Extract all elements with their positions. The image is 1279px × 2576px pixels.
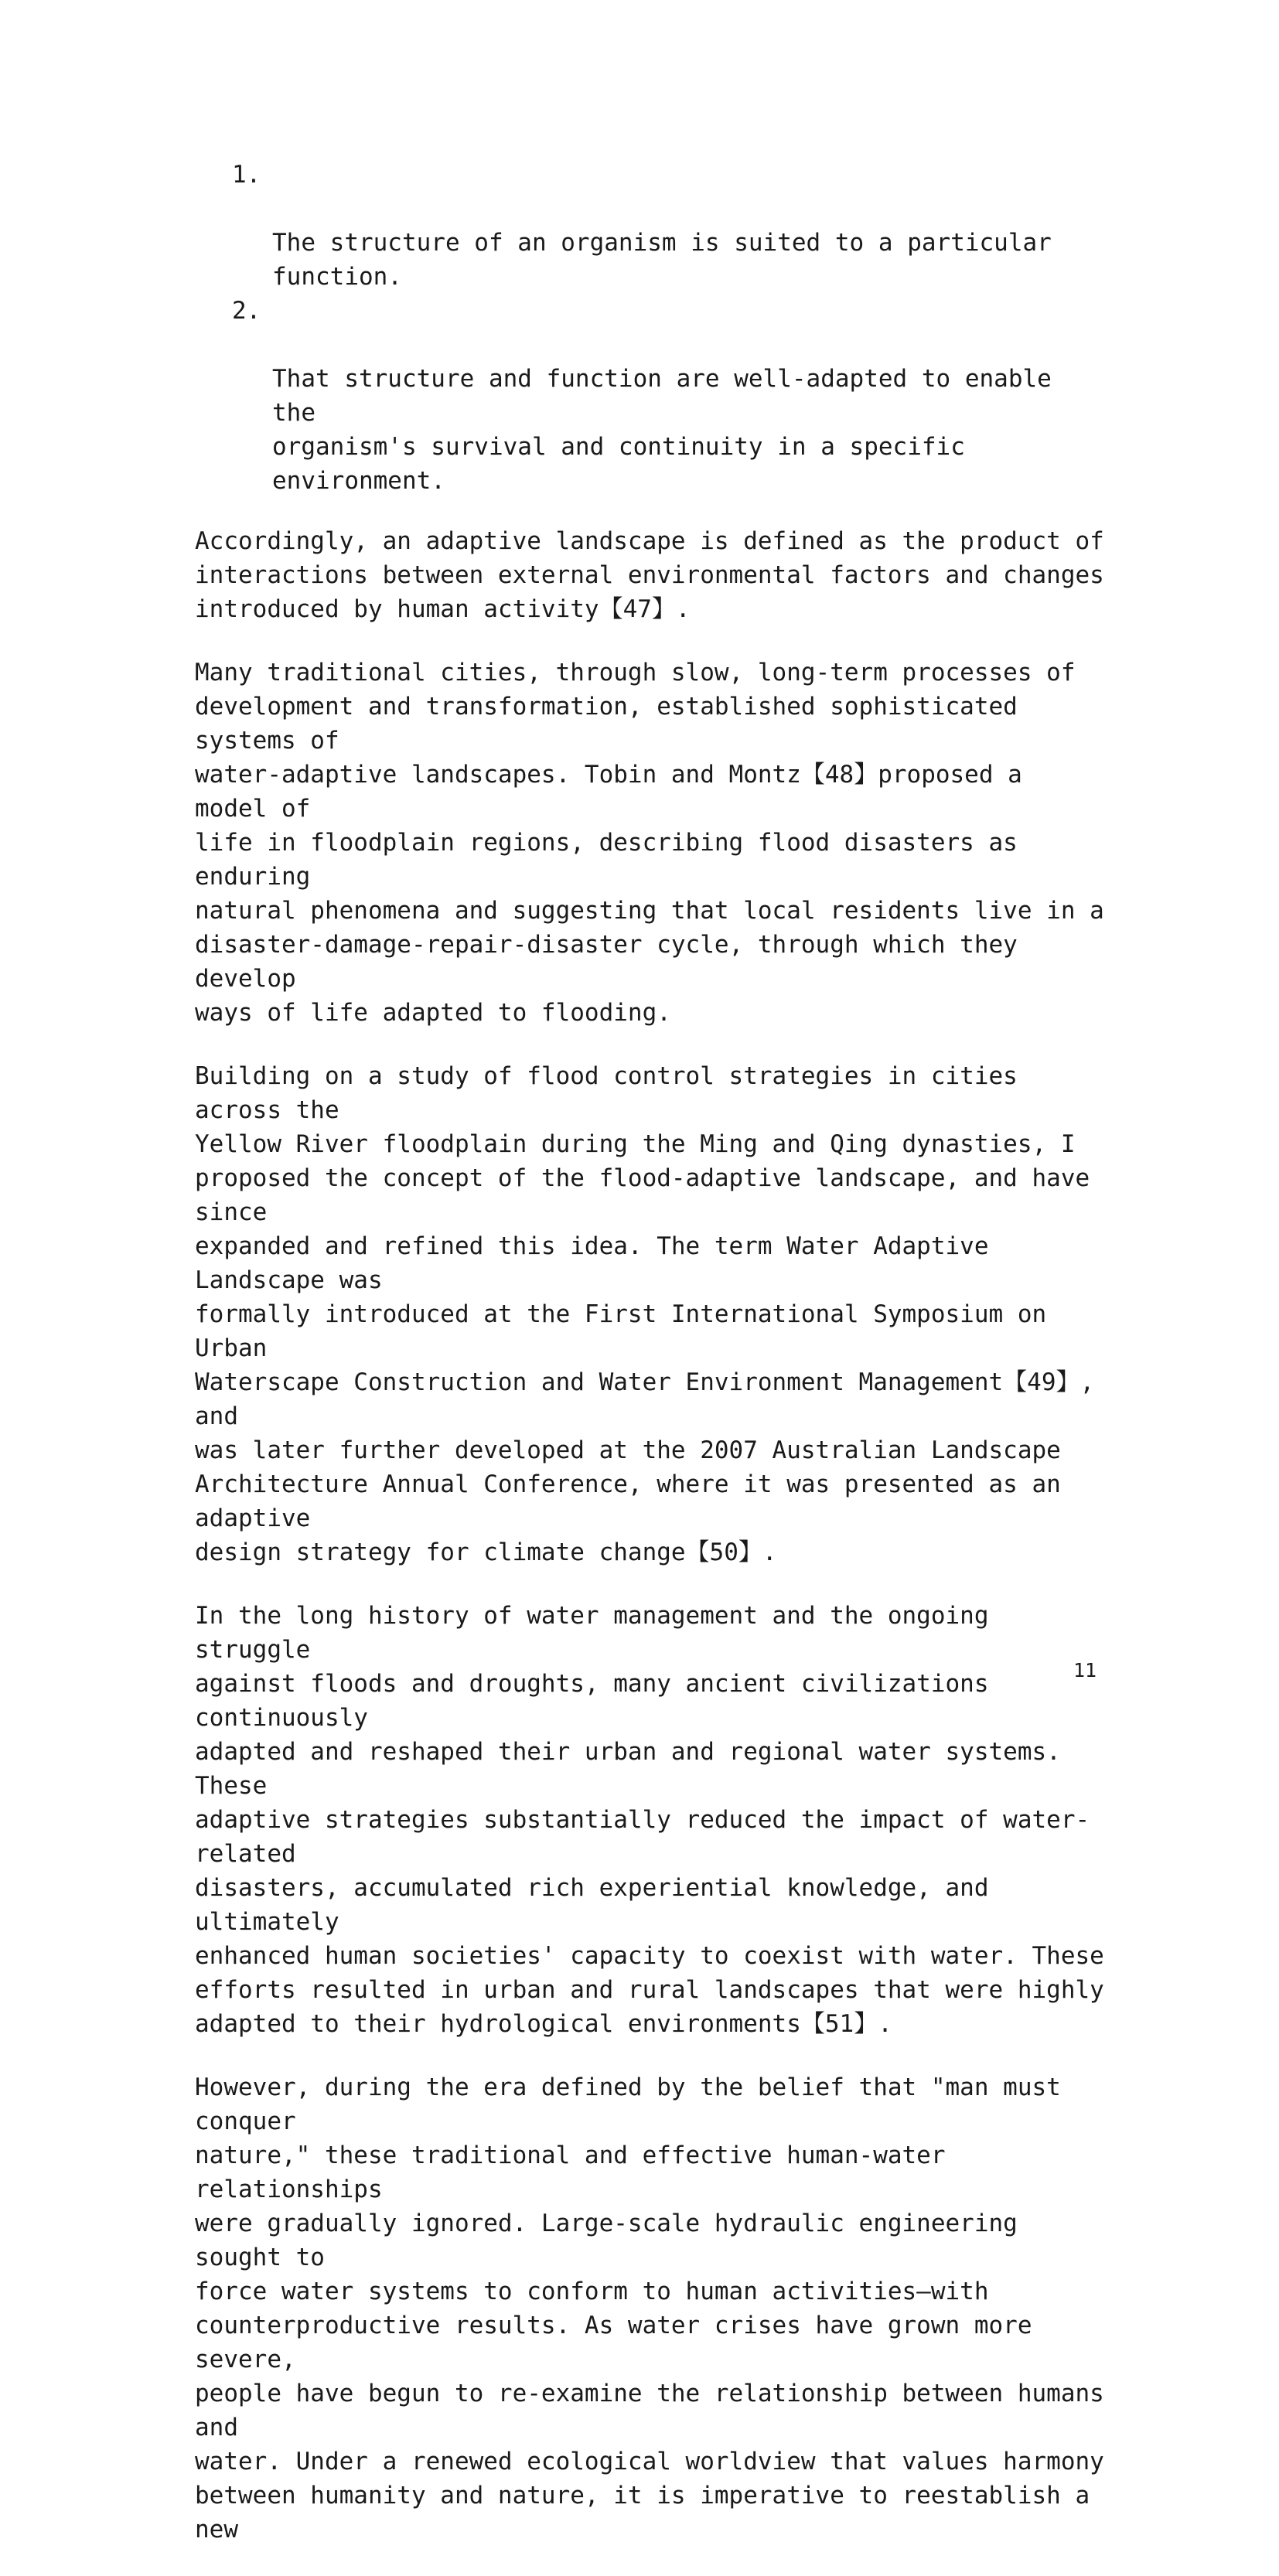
page-number: 11 bbox=[1073, 1659, 1097, 1682]
list-item-text: That structure and function are well-adapted to enable the organism's survival and continuity in a specific environment. bbox=[272, 365, 1052, 495]
paragraph-adaptive-landscape-definition: Accordingly, an adaptive landscape is defined as the product of interactions between external environmental factors and changes introduced by human activity【47】. bbox=[195, 527, 1104, 623]
paragraph-flood-adaptive-concept: Building on a study of flood control strategies in cities across the Yellow River floodplain during the Ming and Qing dynasties, I proposed the concept of the flood-adaptive landscape, and have since expanded and refined this idea. The term Water Adaptive Landscape was formally introduced at the First International Symposium on Urban Waterscape Construction and Water Environment Management【49】, and was later further developed at the 2007 Australian Landscape Architecture Annual Conference, where it was presented as an adaptive design strategy for climate change【50】. bbox=[195, 1062, 1095, 1566]
list-item-text: The structure of an organism is suited to a particular function. bbox=[272, 229, 1052, 291]
list-item bbox=[195, 158, 1107, 294]
numbered-list bbox=[195, 158, 1107, 498]
list-item-number: 1. bbox=[232, 161, 261, 189]
list-item bbox=[195, 294, 1107, 498]
list-item-number: 2. bbox=[232, 297, 261, 325]
paragraph-traditional-cities: Many traditional cities, through slow, long-term processes of development and transformation, established sophisticated systems of water-adaptive landscapes. Tobin and Montz【48】proposed a model of life in floodplain regions, describing flood disasters as enduring natural phenomena and suggesting that local residents live in a disaster-damage-repair-disaster cycle, through which they develop ways of life adapted to flooding. bbox=[195, 659, 1104, 1027]
paragraph-water-management-history: In the long history of water management and the ongoing struggle against floods and droughts, many ancient civilizations continuously adapted and reshaped their urban and regional water systems. These adaptive strategies substantially reduced the impact of water-related disasters, accumulated rich experiential knowledge, and ultimately enhanced human societies' capacity to coexist with water. These efforts resulted in urban and rural landscapes that were highly adapted to their hydrological environments【51】. bbox=[195, 1602, 1104, 2038]
paragraph-man-conquer-nature: However, during the era defined by the belief that "man must conquer nature," these traditional and effective human-water relationships were gradually ignored. Large-scale hydraulic engineering sought to force water systems to conform to human activities—with counterproductive results. As water crises have grown more severe, people have begun to re-examine the relationship between humans and water. Under a renewed ecological worldview that values harmony between humanity and nature, it is imperative to reestablish a new bbox=[195, 2073, 1104, 2544]
page-content bbox=[195, 158, 1107, 2576]
